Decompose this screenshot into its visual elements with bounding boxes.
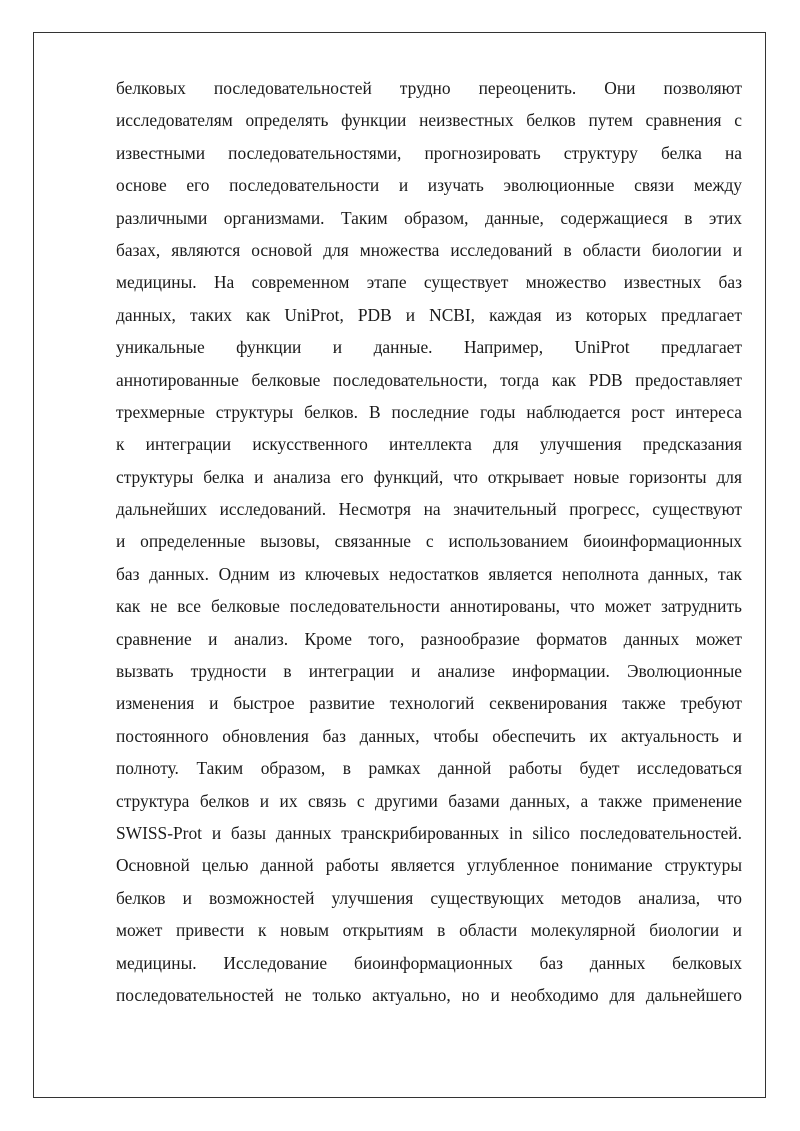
text-line: может привести к новым открытиям в области молекулярной биологии и (116, 920, 742, 941)
text-line: SWISS-Prot и базы данных транскрибированных in silico последовательностей. (116, 822, 742, 843)
text-line: последовательностей не только актуально, но и необходимо для дальнейшего (116, 984, 742, 1005)
text-line: постоянного обновления баз данных, чтобы обеспечить их актуальность и (116, 725, 742, 746)
text-line: трехмерные структуры белков. В последние годы наблюдается рост интереса (116, 401, 742, 422)
text-line: к интеграции искусственного интеллекта для улучшения предсказания (116, 434, 742, 455)
text-line: как не все белковые последовательности аннотированы, что может затруднить (116, 596, 742, 617)
text-line: полноту. Таким образом, в рамках данной работы будет исследоваться (116, 758, 742, 779)
text-line: дальнейших исследований. Несмотря на значительный прогресс, существуют (116, 499, 742, 520)
text-line: медицины. Исследование биоинформационных баз данных белковых (116, 952, 742, 973)
text-line: вызвать трудности в интеграции и анализе информации. Эволюционные (116, 661, 742, 682)
text-line: аннотированные белковые последовательности, тогда как PDB предоставляет (116, 369, 742, 390)
text-line: изменения и быстрое развитие технологий секвенирования также требуют (116, 693, 742, 714)
text-line: белковых последовательностей трудно переоценить. Они позволяют (116, 78, 742, 98)
text-line: базах, являются основой для множества исследований в области биологии и (116, 239, 742, 260)
text-line: основе его последовательности и изучать эволюционные связи между (116, 175, 742, 196)
text-line: медицины. На современном этапе существует множество известных баз (116, 272, 742, 293)
text-line: данных, таких как UniProt, PDB и NCBI, каждая из которых предлагает (116, 304, 742, 325)
text-line: уникальные функции и данные. Например, UniProt предлагает (116, 337, 742, 358)
text-line: структура белков и их связь с другими базами данных, а также применение (116, 790, 742, 811)
text-line: и определенные вызовы, связанные с использованием биоинформационных (116, 531, 742, 552)
body-text (116, 72, 742, 1011)
text-line: баз данных. Одним из ключевых недостатков является неполнота данных, так (116, 563, 742, 584)
text-line: известными последовательностями, прогнозировать структуру белка на (116, 142, 742, 163)
text-line: различными организмами. Таким образом, данные, содержащиеся в этих (116, 207, 742, 228)
text-line: исследователям определять функции неизвестных белков путем сравнения с (116, 110, 742, 131)
text-line: сравнение и анализ. Кроме того, разнообразие форматов данных может (116, 628, 742, 649)
text-line: Основной целью данной работы является углубленное понимание структуры (116, 855, 742, 876)
text-line: структуры белка и анализа его функций, что открывает новые горизонты для (116, 466, 742, 487)
text-line: белков и возможностей улучшения существующих методов анализа, что (116, 887, 742, 908)
